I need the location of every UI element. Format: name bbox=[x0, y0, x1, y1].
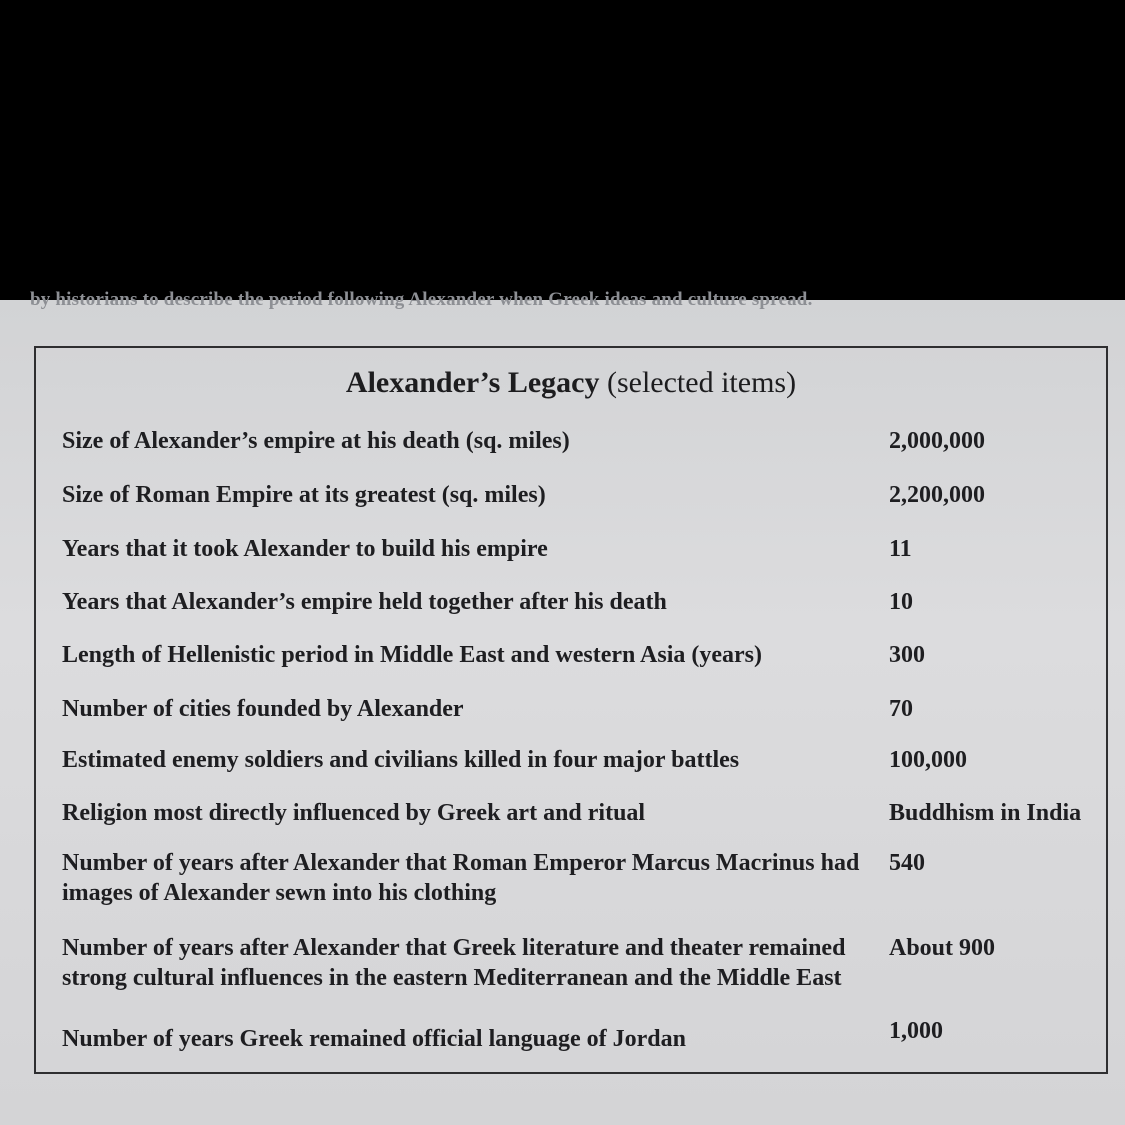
row-label: Number of years Greek remained official language of Jordan bbox=[62, 1026, 686, 1052]
row-value: 2,200,000 bbox=[889, 482, 985, 508]
row-label: Years that it took Alexander to build his empire bbox=[62, 536, 548, 562]
legacy-table bbox=[34, 346, 1108, 1074]
row-label: Size of Alexander’s empire at his death (sq. miles) bbox=[62, 428, 570, 454]
table-title-note: (selected items) bbox=[606, 366, 797, 399]
row-value: Buddhism in India bbox=[889, 800, 1082, 826]
row-label: Number of cities founded by Alexander bbox=[62, 696, 464, 722]
row-value: 2,000,000 bbox=[889, 428, 985, 454]
row-value: About 900 bbox=[889, 935, 996, 961]
row-label: Length of Hellenistic period in Middle East and western Asia (years) bbox=[62, 642, 762, 668]
row-value: 300 bbox=[889, 642, 925, 668]
document-page bbox=[0, 289, 1125, 1125]
cut-off-text-line: by historians to describe the period following Alexander when Greek ideas and culture spread. bbox=[30, 289, 813, 310]
row-value: 100,000 bbox=[889, 747, 967, 773]
row-value: 1,000 bbox=[889, 1018, 943, 1044]
row-label: Estimated enemy soldiers and civilians killed in four major battles bbox=[62, 747, 740, 773]
row-label: Number of years after Alexander that Roman Emperor Marcus Macrinus had images of Alexander sewn into his clothing bbox=[62, 850, 860, 906]
row-label: Number of years after Alexander that Greek literature and theater remained strong cultural influences in the eastern Mediterranean and the Middle East bbox=[62, 935, 846, 991]
row-label: Years that Alexander’s empire held together after his death bbox=[62, 589, 667, 615]
row-value: 11 bbox=[889, 536, 912, 562]
table-title-main: Alexander’s Legacy bbox=[345, 366, 600, 399]
row-value: 70 bbox=[889, 696, 913, 722]
row-label: Size of Roman Empire at its greatest (sq. miles) bbox=[62, 482, 546, 508]
row-value: 10 bbox=[889, 589, 913, 615]
table-title bbox=[36, 366, 1106, 400]
row-value: 540 bbox=[889, 850, 925, 876]
row-label: Religion most directly influenced by Greek art and ritual bbox=[62, 800, 646, 826]
